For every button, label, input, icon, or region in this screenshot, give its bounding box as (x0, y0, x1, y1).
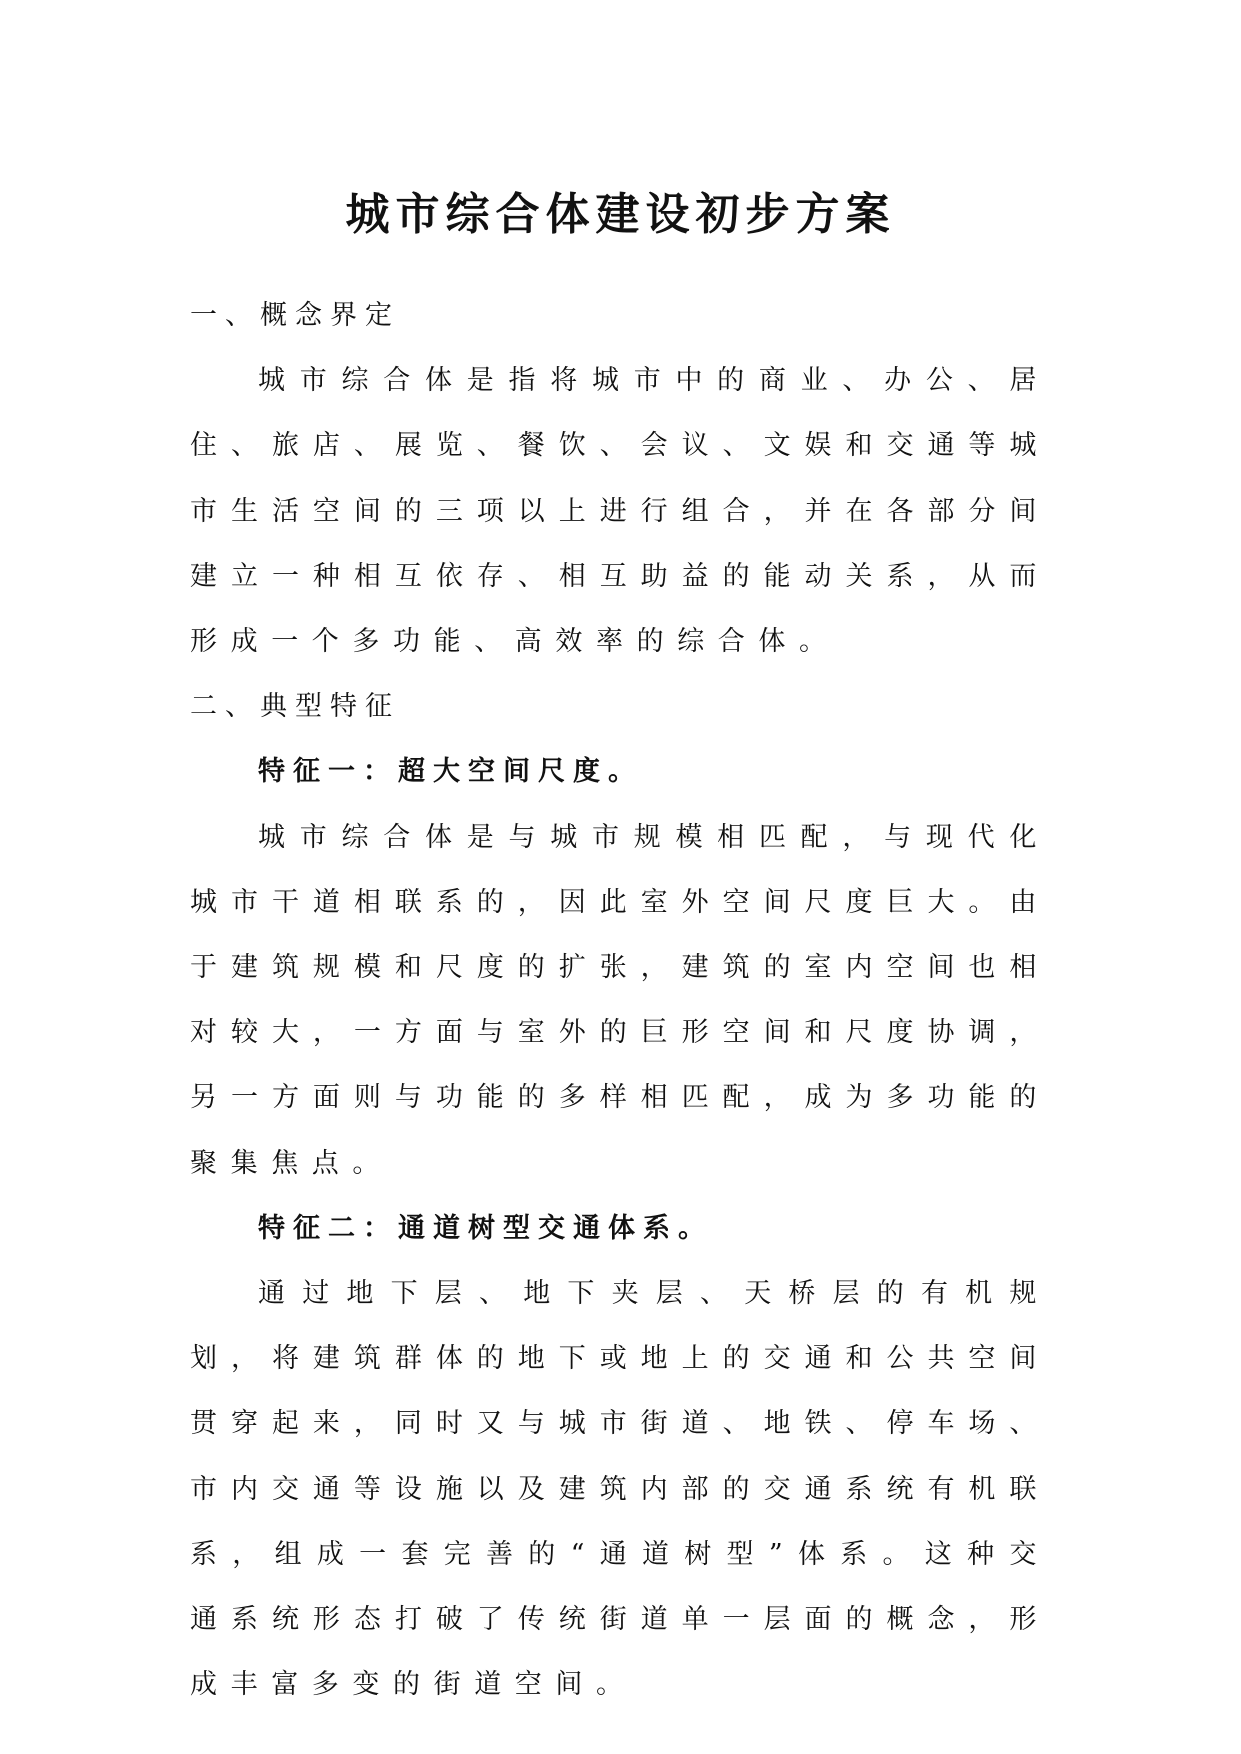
feature-heading-2: 特征二：通道树型交通体系。 (258, 1212, 713, 1244)
feature-paragraph-1: 城市综合体是与城市规模相匹配，与现代化城市干道相联系的，因此室外空间尺度巨大。由于建筑规模和尺度的扩张，建筑的室内空间也相对较大，一方面与室外的巨形空间和尺度协调，另一方面则与功能的多样相匹配，成为多功能的聚集焦点。 (190, 821, 1050, 1179)
feature-heading-1: 特征一：超大空间尺度。 (258, 756, 643, 788)
document-body (190, 283, 1050, 1717)
feature-paragraph-2: 通过地下层、地下夹层、天桥层的有机规划，将建筑群体的地下或地上的交通和公共空间贯穿起来，同时又与城市街道、地铁、停车场、市内交通等设施以及建筑内部的交通系统有机联系，组成一套完善的“通道树型”体系。这种交通系统形态打破了传统街道单一层面的概念，形成丰富多变的街道空间。 (190, 1278, 1050, 1701)
document-title: 城市综合体建设初步方案 (345, 189, 896, 241)
section-paragraph-concept: 城市综合体是指将城市中的商业、办公、居住、旅店、展览、餐饮、会议、文娱和交通等城市生活空间的三项以上进行组合，并在各部分间建立一种相互依存、相互助益的能动关系，从而形成一个多功能、高效率的综合体。 (190, 365, 1050, 658)
section-heading-concept: 一、概念界定 (190, 300, 400, 331)
section-heading-features: 二、典型特征 (190, 691, 400, 723)
